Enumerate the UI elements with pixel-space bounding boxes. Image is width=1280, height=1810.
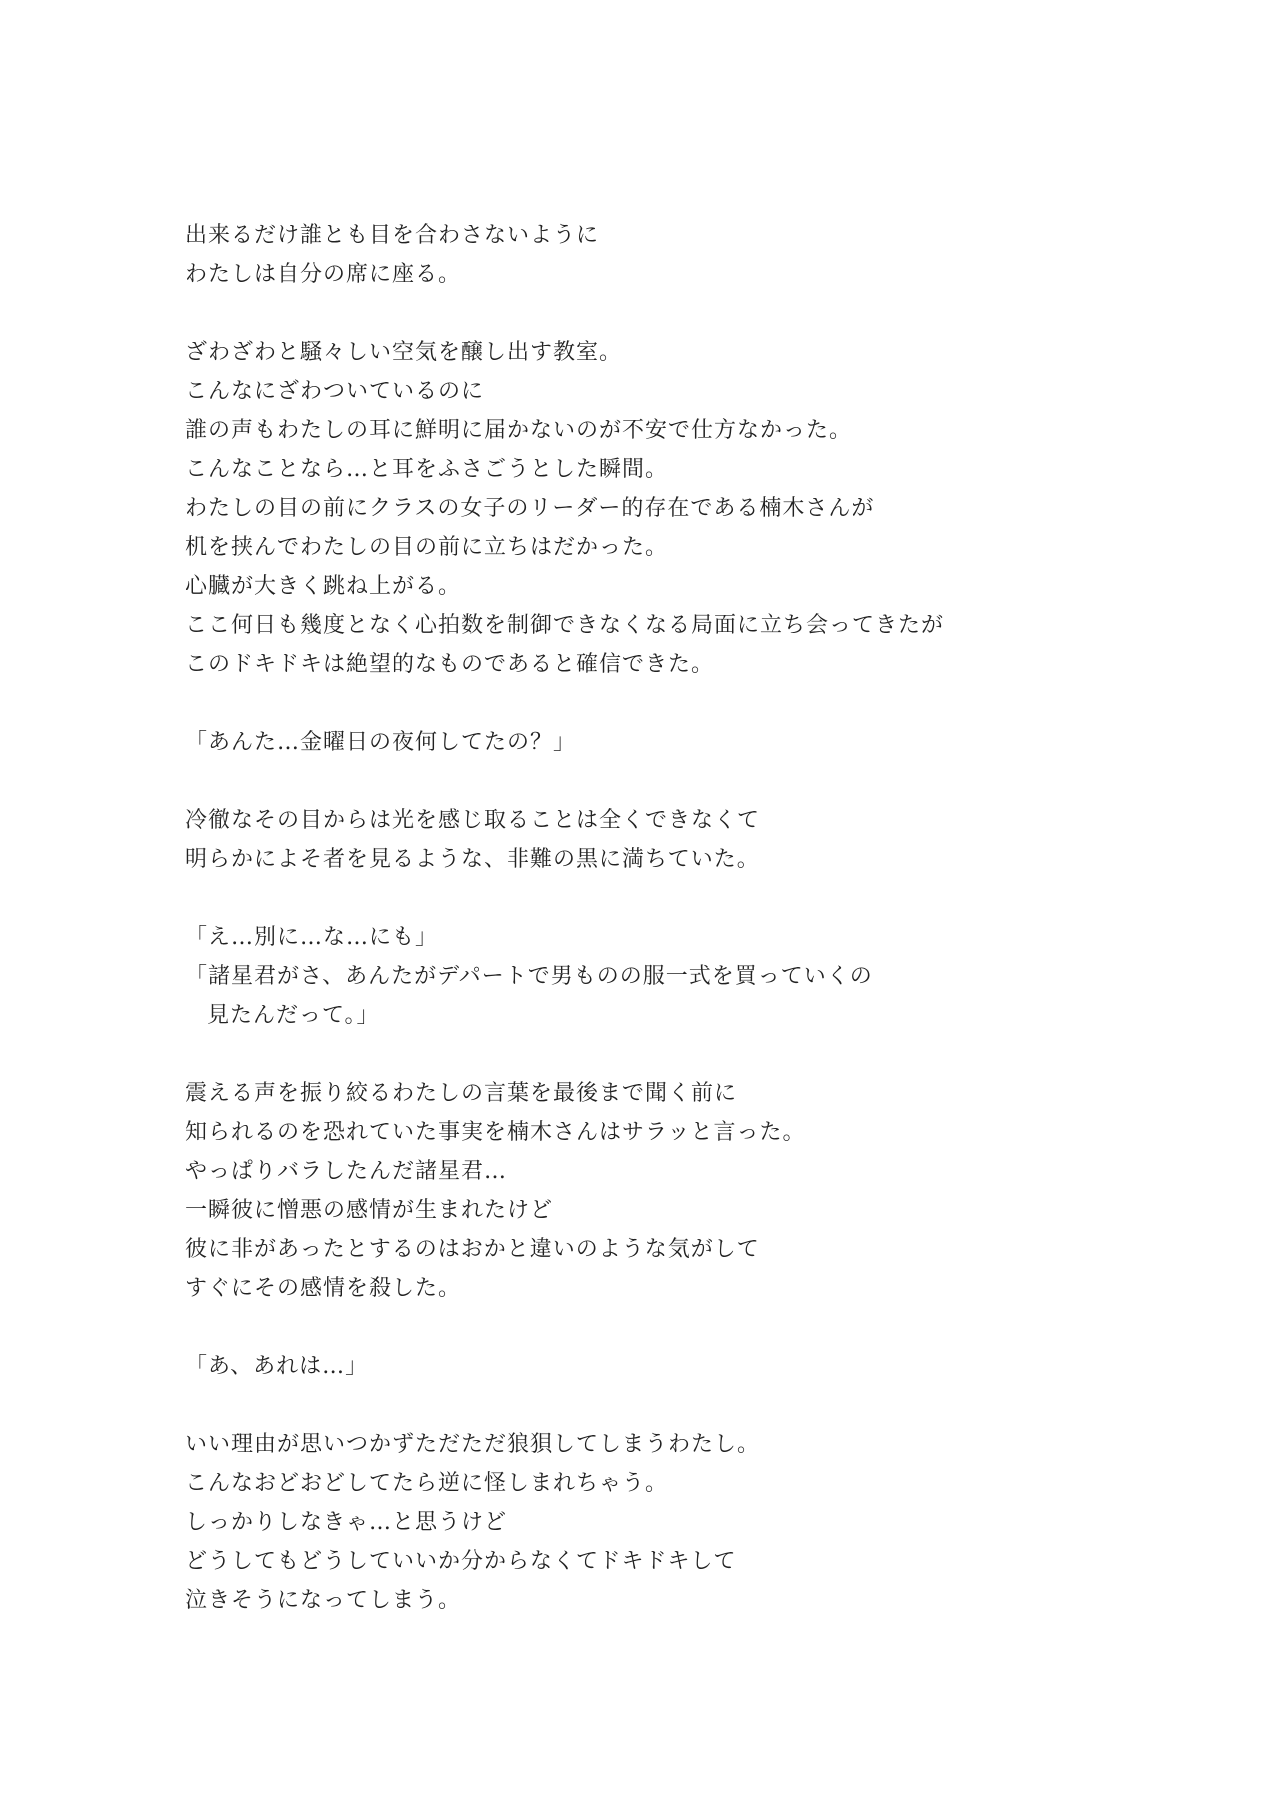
text-line: 知られるのを恐れていた事実を楠木さんはサラッと言った。	[185, 1120, 806, 1145]
text-line: わたしの目の前にクラスの女子のリーダー的存在である楠木さんが	[185, 496, 875, 521]
text-line: 心臓が大きく跳ね上がる。	[185, 574, 462, 599]
blank-line	[185, 879, 1185, 918]
text-line: すぐにその感情を殺した。	[185, 1276, 462, 1301]
text-line: わたしは自分の席に座る。	[185, 262, 462, 287]
blank-line	[185, 1035, 1185, 1074]
text-line: 冷徹なその目からは光を感じ取ることは全くできなくて	[185, 808, 761, 833]
text-line: 明らかによそ者を見るような、非難の黒に満ちていた。	[185, 847, 760, 872]
story-text	[185, 216, 1185, 1620]
text-line: このドキドキは絶望的なものであると確信できた。	[185, 652, 715, 677]
dialogue-line: 「え…別に…な…にも」	[185, 925, 439, 950]
text-line: こんなことなら…と耳をふさごうとした瞬間。	[185, 457, 669, 482]
text-line: こんなにざわついているのに	[185, 379, 485, 404]
text-line: しっかりしなきゃ…と思うけど	[185, 1510, 508, 1535]
text-line: ざわざわと騒々しい空気を醸し出す教室。	[185, 340, 623, 365]
text-line: やっぱりバラしたんだ諸星君…	[185, 1159, 508, 1184]
blank-line	[185, 294, 1185, 333]
text-line: こんなおどおどしてたら逆に怪しまれちゃう。	[185, 1471, 669, 1496]
text-line: 彼に非があったとするのはおかと違いのような気がして	[185, 1237, 760, 1262]
text-line: 出来るだけ誰とも目を合わさないように	[185, 223, 600, 248]
dialogue-line: 「あ、あれは…」	[185, 1354, 369, 1379]
blank-line	[185, 1386, 1185, 1425]
text-line: 誰の声もわたしの耳に鮮明に届かないのが不安で仕方なかった。	[185, 418, 853, 443]
dialogue-line: 「諸星君がさ、あんたがデパートで男ものの服一式を買っていくの	[185, 964, 873, 989]
blank-line	[185, 684, 1185, 723]
text-line: ここ何日も幾度となく心拍数を制御できなくなる局面に立ち会ってきたが	[185, 613, 945, 638]
blank-line	[185, 762, 1185, 801]
text-line: 震える声を振り絞るわたしの言葉を最後まで聞く前に	[185, 1081, 738, 1106]
text-line: どうしてもどうしていいか分からなくてドキドキして	[185, 1549, 737, 1574]
dialogue-line: 「あんた…金曜日の夜何してたの？」	[185, 730, 577, 755]
dialogue-line-continued: 見たんだって。」	[207, 1003, 380, 1028]
text-line: 机を挟んでわたしの目の前に立ちはだかった。	[185, 535, 669, 560]
text-line: 一瞬彼に憎悪の感情が生まれたけど	[185, 1198, 554, 1223]
text-line: 泣きそうになってしまう。	[185, 1588, 462, 1613]
text-line: いい理由が思いつかずただただ狼狽してしまうわたし。	[185, 1432, 761, 1457]
blank-line	[185, 1308, 1185, 1347]
